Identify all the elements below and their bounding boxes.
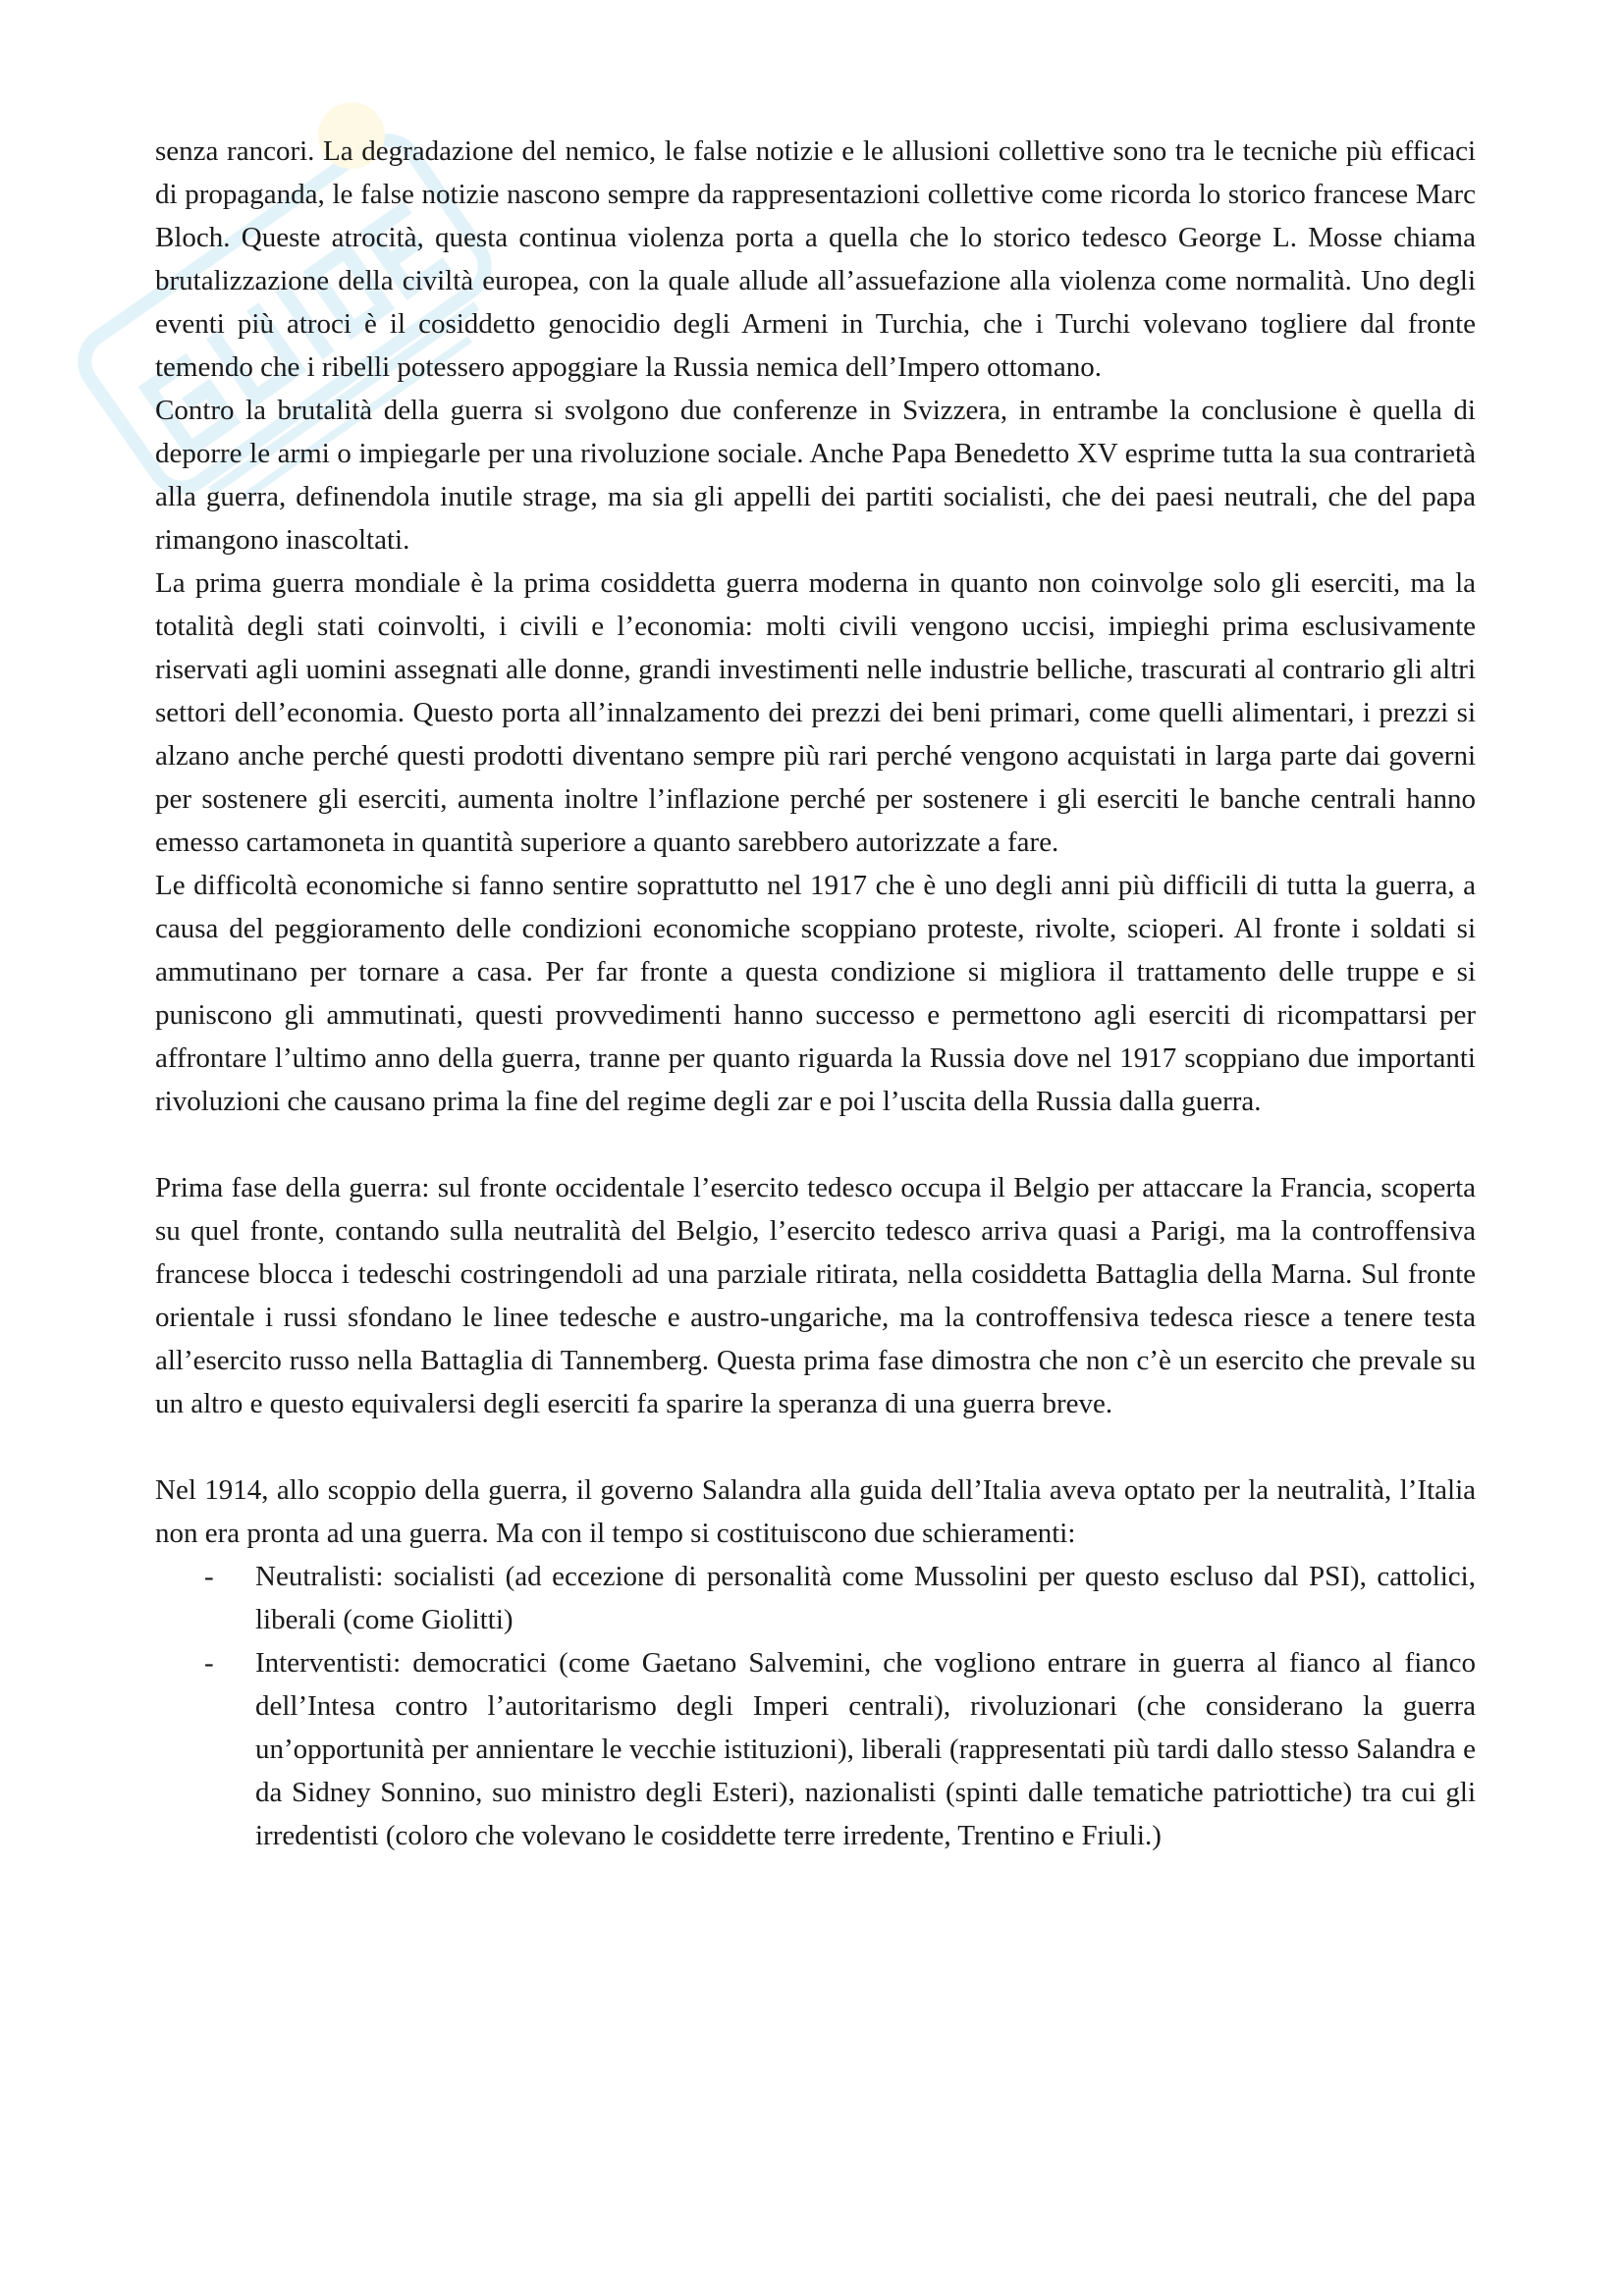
- paragraph-spacer: [155, 1123, 1476, 1166]
- paragraph-spacer: [155, 1425, 1476, 1468]
- paragraph-modern-war: La prima guerra mondiale è la prima cosiddetta guerra moderna in quanto non coinvolge solo gli eserciti, ma la totalità degli stati coinvolti, i civili e l’economia: molti civili vengono uccisi, impieghi prima esclusivamente riservati agli uomini assegnati alle donne, grandi investimenti nelle industrie belliche, trascurati al contrario gli altri settori dell’economia. Questo porta all’innalzamento dei prezzi dei beni primari, come quelli alimentari, i prezzi si alzano anche perché questi prodotti diventano sempre più rari perché vengono acquistati in larga parte dai governi per sostenere gli eserciti, aumenta inoltre l’inflazione perché per sostenere i gli eserciti le banche centrali hanno emesso cartamoneta in quantità superiore a quanto sarebbero autorizzate a fare.: [155, 567, 1476, 858]
- bullet-marker: -: [204, 1647, 214, 1679]
- paragraph-conferences: Contro la brutalità della guerra si svolgono due conferenze in Svizzera, in entrambe la conclusione è quella di deporre le armi o impiegarle per una rivoluzione sociale. Anche Papa Benedetto XV esprime tutta la sua contrarietà alla guerra, definendola inutile strage, ma sia gli appelli dei partiti socialisti, che dei paesi neutrali, che del papa rimangono inascoltati.: [155, 395, 1476, 556]
- paragraph-first-phase: Prima fase della guerra: sul fronte occidentale l’esercito tedesco occupa il Belgio per attaccare la Francia, scoperta su quel fronte, contando sulla neutralità del Belgio, l’esercito tedesco arriva quasi a Parigi, ma la controffensiva francese blocca i tedeschi costringendoli ad una parziale ritirata, nella cosiddetta Battaglia della Marna. Sul fronte orientale i russi sfondano le linee tedesche e austro-ungariche, ma la controffensiva tedesca riesce a tenere testa all’esercito russo nella Battaglia di Tannemberg. Questa prima fase dimostra che non c’è un esercito che prevale su un altro e questo equivalersi degli eserciti fa sparire la speranza di una guerra breve.: [155, 1172, 1476, 1419]
- list-item-text: Neutralisti: socialisti (ad eccezione di personalità come Mussolini per questo escluso dal PSI), cattolici, liberali (come Giolitti): [255, 1561, 1476, 1635]
- list-item-text: Interventisti: democratici (come Gaetano Salvemini, che vogliono entrare in guerra al fianco al fianco dell’Intesa contro l’autoritarismo degli Imperi centrali), rivoluzionari (che considerano la guerra un’opportunità per annientare le vecchie istituzioni), liberali (rappresentati più tardi dallo stesso Salandra e da Sidney Sonnino, suo ministro degli Esteri), nazionalisti (spinti dalle tematiche patriottiche) tra cui gli irredentisti (coloro che volevano le cosiddette terre irredente, Trentino e Friuli.): [255, 1647, 1476, 1851]
- paragraph-propaganda: senza rancori. La degradazione del nemico, le false notizie e le allusioni collettive sono tra le tecniche più efficaci di propaganda, le false notizie nascono sempre da rappresentazioni collettive come ricorda lo storico francese Marc Bloch. Queste atrocità, questa continua violenza porta a quella che lo storico tedesco George L. Mosse chiama brutalizzazione della civiltà europea, con la quale allude all’assuefazione alla violenza come normalità. Uno degli eventi più atroci è il cosiddetto genocidio degli Armeni in Turchia, che i Turchi volevano togliere dal fronte temendo che i ribelli potessero appoggiare la Russia nemica dell’Impero ottomano.: [155, 135, 1476, 383]
- paragraph-1917: Le difficoltà economiche si fanno sentire soprattutto nel 1917 che è uno degli anni più difficili di tutta la guerra, a causa del peggioramento delle condizioni economiche scoppiano proteste, rivolte, scioperi. Al fronte i soldati si ammutinano per tornare a casa. Per far fronte a questa condizione si migliora il trattamento delle truppe e si puniscono gli ammutinati, questi provvedimenti hanno successo e permettono agli eserciti di ricompattarsi per affrontare l’ultimo anno della guerra, tranne per quanto riguarda la Russia dove nel 1917 scoppiano due importanti rivoluzioni che causano prima la fine del regime degli zar e poi l’uscita della Russia dalla guerra.: [155, 870, 1476, 1117]
- document-page: [155, 130, 1476, 1857]
- list-item-interventisti: [155, 1641, 1476, 1857]
- bullet-marker: -: [204, 1561, 214, 1592]
- bullet-list: [155, 1555, 1476, 1857]
- paragraph-italy: Nel 1914, allo scoppio della guerra, il governo Salandra alla guida dell’Italia aveva optato per la neutralità, l’Italia non era pronta ad una guerra. Ma con il tempo si costituiscono due schieramenti:: [155, 1474, 1476, 1549]
- list-item-neutralisti: [155, 1555, 1476, 1641]
